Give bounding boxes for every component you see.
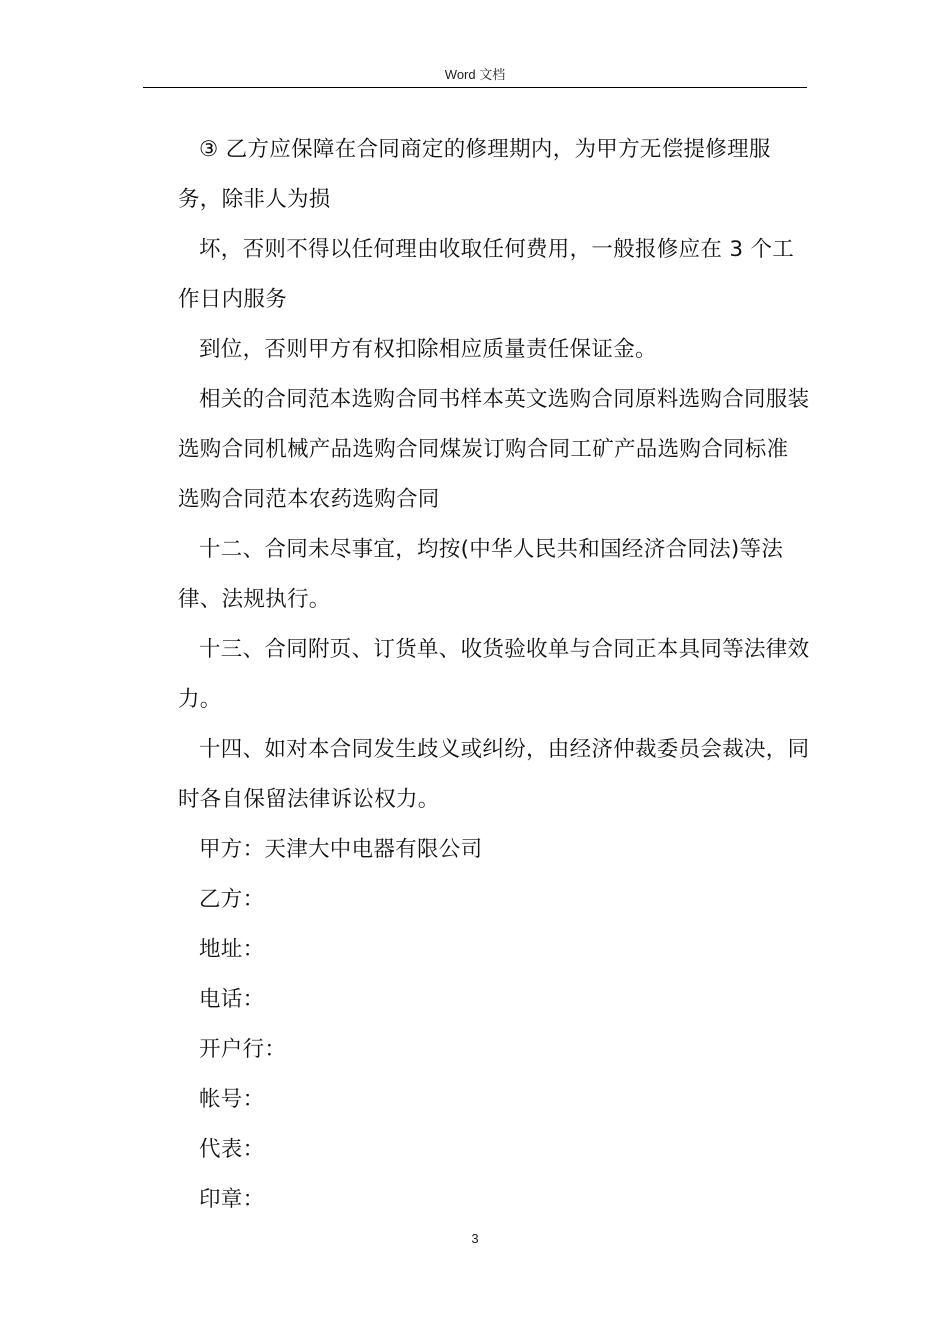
document-body — [178, 125, 810, 1225]
clause-3-repair-service: ③ 乙方应保障在合同商定的修理期内，为甲方无偿提修理服务，除非人为损 — [178, 137, 771, 212]
party-a-line: 甲方：天津大中电器有限公司 — [199, 837, 483, 862]
seal-line: 印章： — [199, 1187, 265, 1212]
party-b-line: 乙方： — [199, 887, 265, 912]
account-number-line: 帐号： — [199, 1087, 265, 1112]
clause-12: 十二、合同未尽事宜，均按(中华人民共和国经济合同法)等法律、法规执行。 — [178, 537, 784, 612]
address-line: 地址： — [199, 937, 265, 962]
clause-3-repair-continued: 坏，否则不得以任何理由收取任何费用，一般报修应在 3 个工作日内服务 — [178, 237, 795, 312]
related-contracts-paragraph: 相关的合同范本选购合同书样本英文选购合同原料选购合同服装选购合同机械产品选购合同煤炭订购合同工矿产品选购合同标准选购合同范本农药选购合同 — [178, 387, 810, 512]
clause-13: 十三、合同附页、订货单、收货验收单与合同正本具同等法律效力。 — [178, 637, 810, 712]
document-header-title: Word 文档 — [444, 67, 506, 82]
clause-3-repair-end: 到位，否则甲方有权扣除相应质量责任保证金。 — [199, 337, 657, 362]
bank-line: 开户行： — [199, 1037, 287, 1062]
representative-line: 代表： — [199, 1137, 265, 1162]
phone-line: 电话： — [199, 987, 265, 1012]
clause-14: 十四、如对本合同发生歧义或纠纷，由经济仲裁委员会裁决，同时各自保留法律诉讼权力。 — [178, 737, 810, 812]
page-number: 3 — [471, 1231, 479, 1246]
header-divider — [143, 87, 807, 88]
